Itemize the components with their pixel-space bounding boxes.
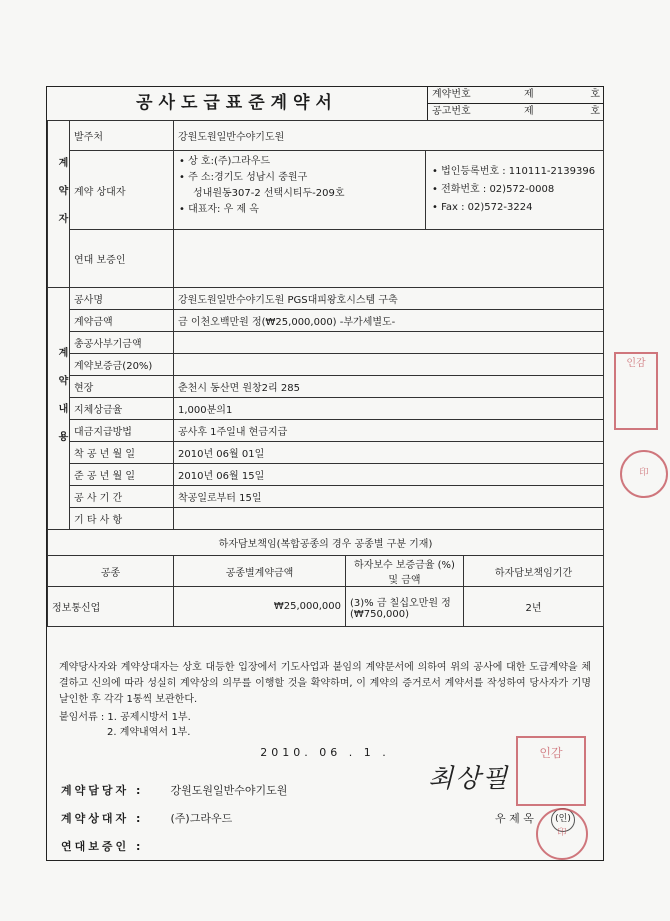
warranty-title: 하자담보책임(복합공종의 경우 공종별 구분 기재) — [48, 530, 604, 556]
contractor-name: • 상 호:(주)그라우드 — [179, 156, 271, 167]
contractor-address-2: 성내원동307-2 선택시티두-209호 — [193, 188, 345, 199]
warranty-header-type: 공종 — [48, 556, 174, 587]
site-label: 현장 — [70, 376, 174, 398]
contractor-phone: • 전화번호 : 02)572-0008 — [432, 184, 555, 195]
guarantor-value — [174, 230, 604, 288]
deposit-label: 계약보증금(20%) — [70, 354, 174, 376]
content-row-contract-amount — [48, 310, 604, 332]
delay-rate-label: 지체상금율 — [70, 398, 174, 420]
content-row-site — [48, 376, 604, 398]
contractor-representative-name: 우 제 옥 — [495, 812, 534, 825]
warranty-type: 정보통신업 — [48, 587, 174, 627]
other-label: 기 타 사 항 — [70, 508, 174, 530]
work-number-suffix: 호 — [590, 106, 600, 117]
document-header — [47, 87, 603, 121]
contractor-contact — [426, 151, 604, 230]
contract-table — [47, 120, 604, 627]
contract-amount-value: 금 이천오백만원 정(₩25,000,000) -부가세별도- — [174, 310, 604, 332]
payment-value: 공사후 1주일내 현금지급 — [174, 420, 604, 442]
document-title: 공사도급표준계약서 — [136, 93, 338, 113]
header-numbers — [428, 87, 604, 120]
contract-number-value: 제 — [524, 89, 534, 100]
project-name-value: 강원도원일반수야기도원 PGS대피왕호시스템 구축 — [174, 288, 604, 310]
content-row-start-date — [48, 442, 604, 464]
handwritten-signature: 최상필 — [428, 764, 510, 794]
guarantor-row — [48, 230, 604, 288]
work-number-label: 공고번호 — [432, 106, 471, 117]
client-signatory-label: 계약담당자 : — [61, 784, 144, 797]
total-amount-value — [174, 332, 604, 354]
content-row-delay-rate — [48, 398, 604, 420]
seal-stamp-round-bottom: 印 — [536, 808, 588, 860]
guarantor-label: 연대 보증인 — [70, 230, 174, 288]
attachment-1: 붙임서류 : 1. 공제시방서 1부. — [59, 712, 191, 723]
other-value — [174, 508, 604, 530]
start-date-label: 착 공 년 월 일 — [70, 442, 174, 464]
contract-number-row — [428, 87, 604, 103]
site-value: 춘천시 동산면 원창2리 285 — [174, 376, 604, 398]
section-content-label: 계약내용 — [56, 347, 67, 459]
content-row-total-amount — [48, 332, 604, 354]
warranty-header-period: 하자담보책임기간 — [464, 556, 604, 587]
contract-body-text: 계약당사자와 계약상대자는 상호 대등한 입장에서 기도사업과 붙임의 계약문서에 의하여 위의 공사에 대한 도급계약을 체결하고 신의에 따라 성실히 계약상의 의무를 이행할 것을 확약하며, 이 계약의 증거로서 계약서를 작성하여 당사자가 기명날인한 후 각각 1통씩 보관한다. — [59, 662, 591, 705]
signature-contractor — [61, 805, 603, 833]
content-row-period — [48, 486, 604, 508]
client-row — [48, 121, 604, 151]
attachment-2: 2. 계약내역서 1부. — [107, 727, 191, 738]
payment-label: 대금지급방법 — [70, 420, 174, 442]
contractor-signatory-value: (주)그라우드 — [170, 812, 233, 825]
client-signatory-value: 강원도원일반수야기도원 — [170, 784, 288, 797]
delay-rate-value: 1,000분의1 — [174, 398, 604, 420]
client-label: 발주처 — [70, 121, 174, 151]
section-content — [48, 288, 70, 530]
contractor-info — [174, 151, 426, 230]
warranty-header-row — [48, 556, 604, 587]
start-date-value: 2010년 06월 01일 — [174, 442, 604, 464]
total-amount-label: 총공사부기금액 — [70, 332, 174, 354]
end-date-label: 준 공 년 월 일 — [70, 464, 174, 486]
contract-number-suffix: 호 — [590, 89, 600, 100]
contractor-label: 계약 상대자 — [70, 151, 174, 230]
contractor-fax: • Fax : 02)572-3224 — [432, 202, 533, 213]
contractor-registration-no: • 법인등록번호 : 110111-2139396 — [432, 166, 596, 177]
warranty-title-row — [48, 530, 604, 556]
period-label: 공 사 기 간 — [70, 486, 174, 508]
content-row-project-name — [48, 288, 604, 310]
contract-amount-label: 계약금액 — [70, 310, 174, 332]
warranty-data-row — [48, 587, 604, 627]
guarantor-signatory-label: 연대보증인 : — [61, 840, 144, 853]
contract-date: 2010. 06 . 1 . — [260, 746, 390, 759]
seal-stamp-square: 인감 — [614, 352, 658, 430]
warranty-period: 2년 — [464, 587, 604, 627]
warranty-amount: ₩25,000,000 — [174, 587, 346, 627]
client-value: 강원도원일반수야기도원 — [174, 121, 604, 151]
signature-guarantor — [61, 833, 603, 861]
project-name-label: 공사명 — [70, 288, 174, 310]
contractor-row — [48, 151, 604, 230]
section-parties-label: 계약자 — [56, 156, 67, 241]
content-row-deposit — [48, 354, 604, 376]
section-parties — [48, 121, 70, 288]
deposit-value — [174, 354, 604, 376]
warranty-header-rate: 하자보수 보증금율 (%) 및 금액 — [346, 556, 464, 587]
warranty-rate: (3)% 금 칠십오만원 정(₩750,000) — [346, 587, 464, 627]
content-row-payment — [48, 420, 604, 442]
end-date-value: 2010년 06월 15일 — [174, 464, 604, 486]
contractor-representative: • 대표자: 우 제 옥 — [179, 204, 259, 215]
work-number-row — [428, 103, 604, 120]
contractor-address: • 주 소:경기도 성남시 중원구 — [179, 172, 308, 183]
seal-stamp-round: 印 — [620, 450, 668, 498]
contractor-signatory-label: 계약상대자 : — [61, 812, 144, 825]
warranty-header-amount: 공종별계약금액 — [174, 556, 346, 587]
seal-stamp-square-bottom: 인감 — [516, 736, 586, 806]
content-row-other — [48, 508, 604, 530]
content-row-end-date — [48, 464, 604, 486]
contract-number-label: 계약번호 — [432, 89, 471, 100]
work-number-value: 제 — [524, 106, 534, 117]
seal-mark: (인) — [551, 808, 575, 832]
period-value: 착공일로부터 15일 — [174, 486, 604, 508]
